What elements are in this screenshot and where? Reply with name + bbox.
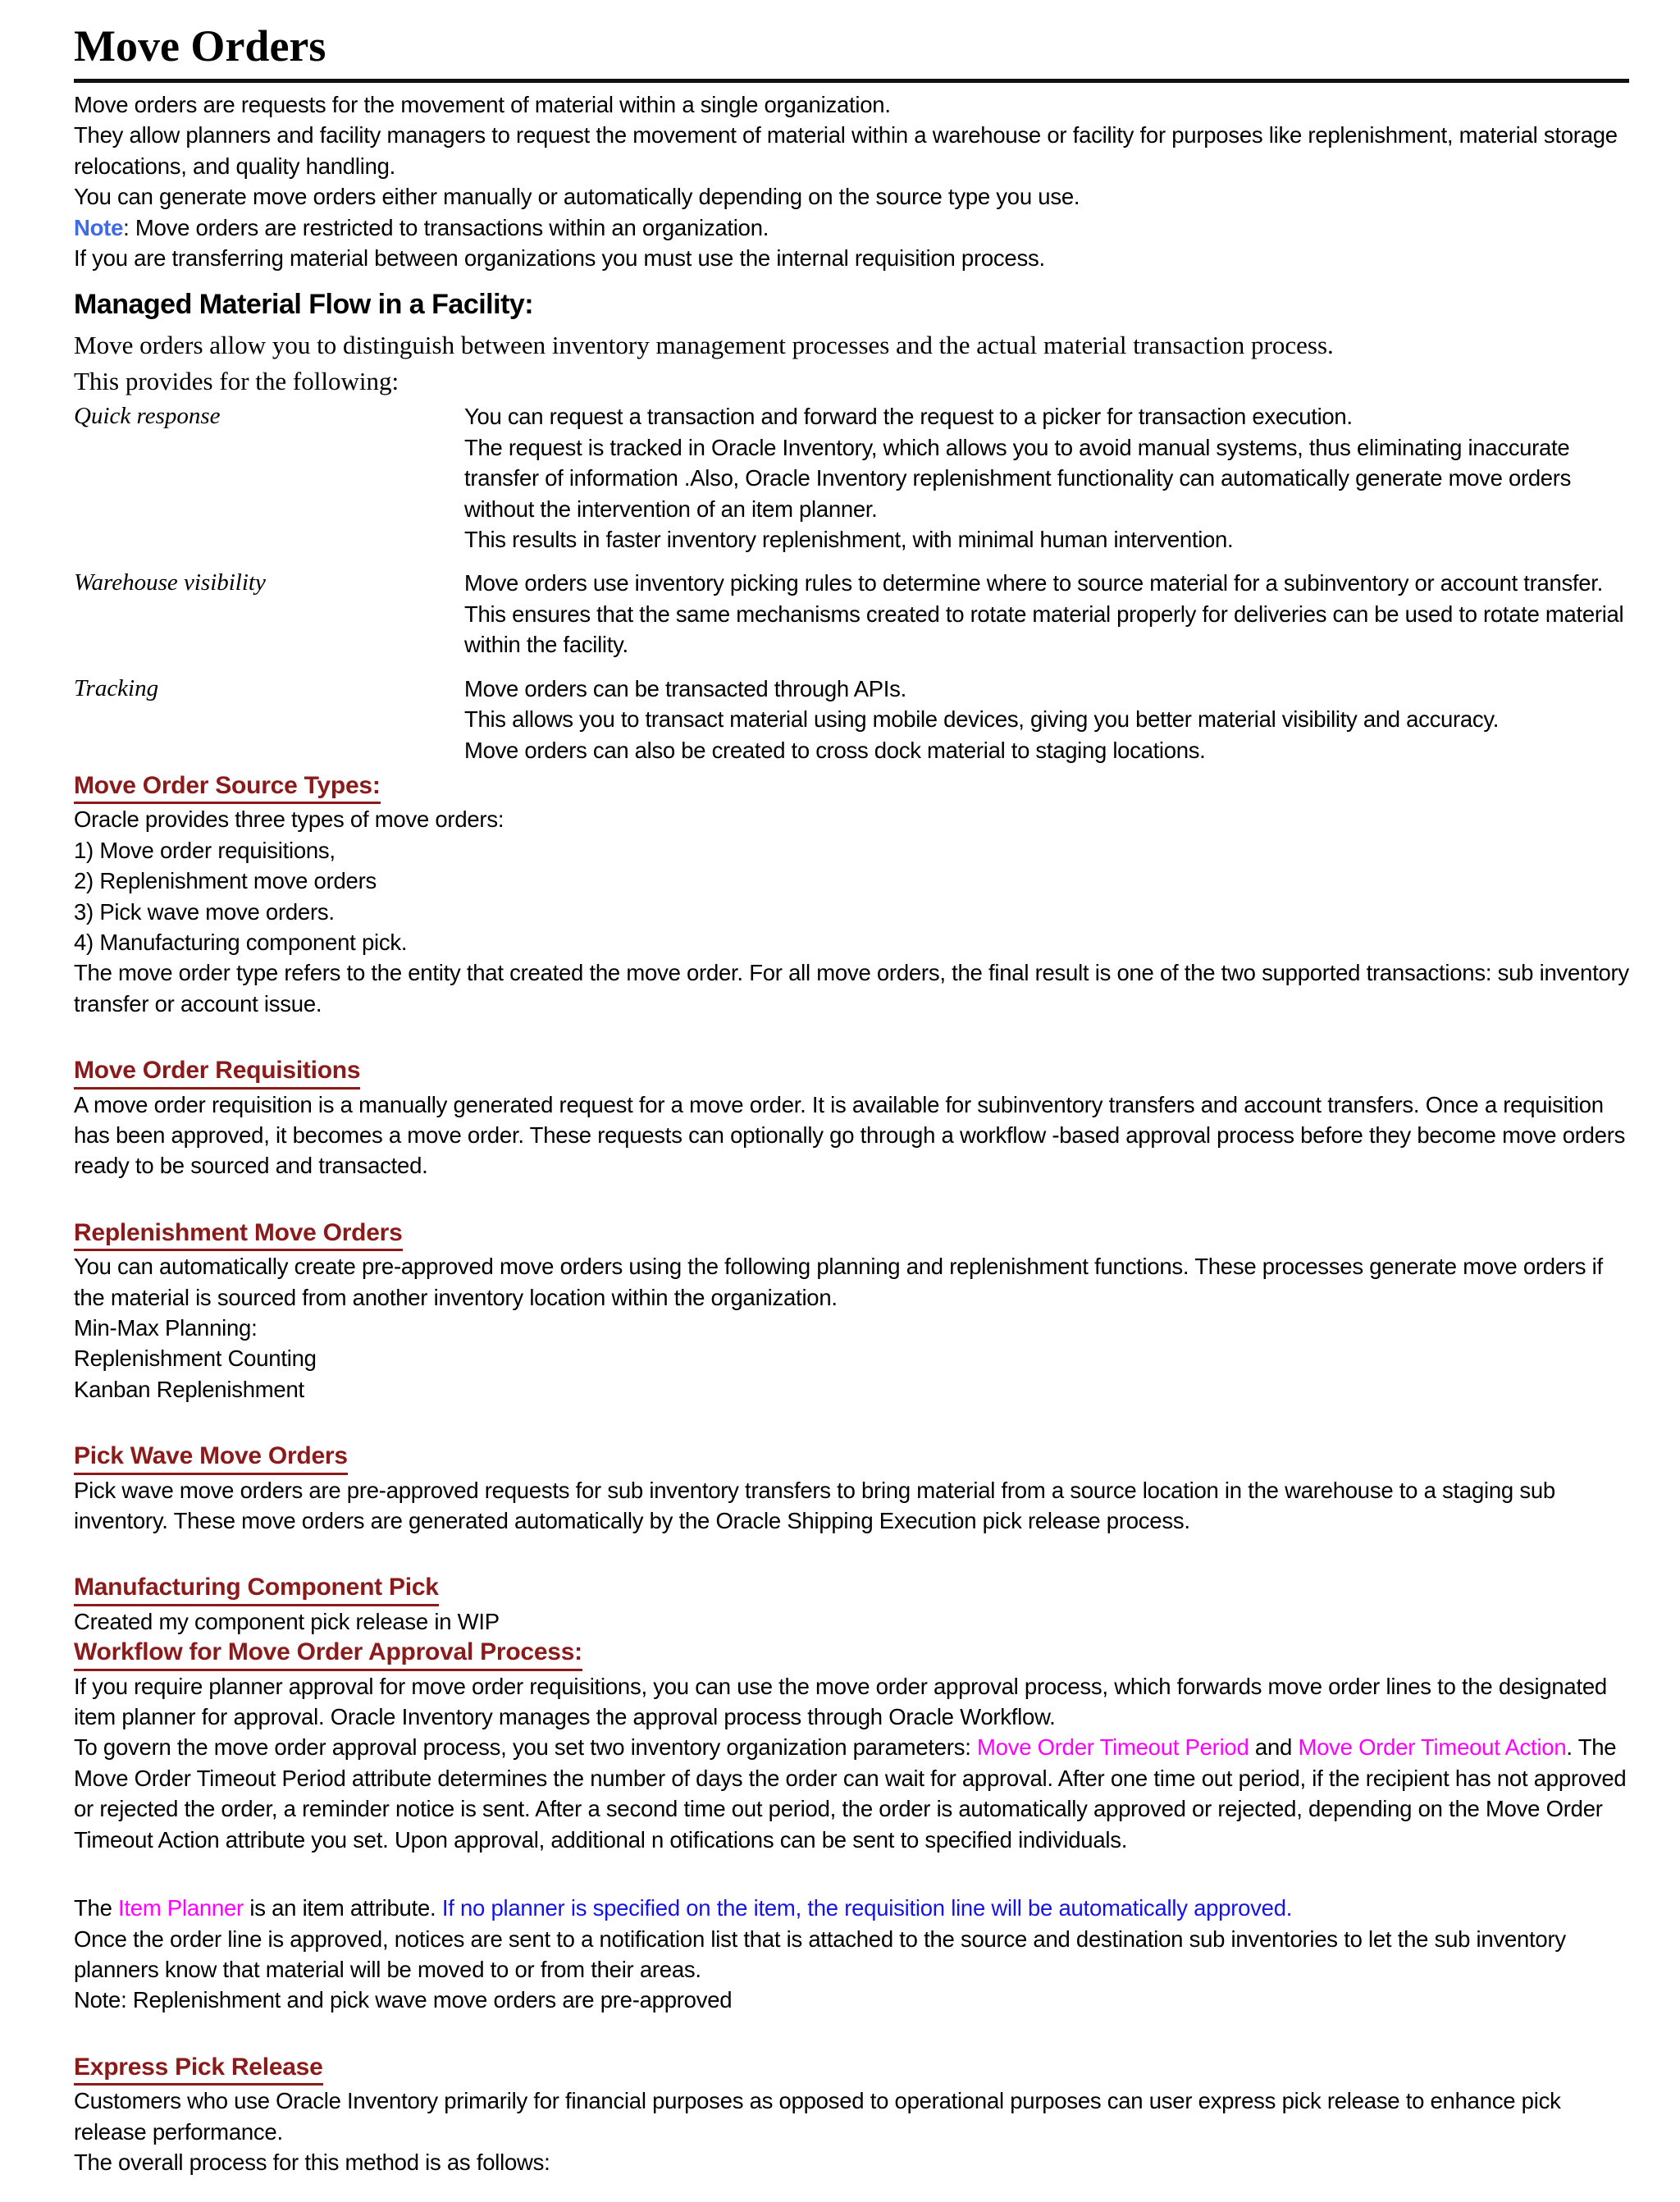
section-replenishment-move-orders (74, 1217, 1629, 1405)
section-paragraph: The move order type refers to the entity that created the move order. For all move orders, the final result is one of the two supported transactions: sub inventory transfer or account issue. (74, 960, 1629, 1016)
section-manufacturing-component-pick (74, 1572, 1629, 1637)
definition-desc-line: Move orders use inventory picking rules to determine where to source material for a subinventory or account transfer. This ensures that the same mechanisms created to rotate material properly for deliveries can be used to rotate material within the facility. (464, 570, 1624, 658)
definition-desc (464, 401, 1629, 568)
workflow-paragraph: If you require planner approval for move order requisitions, you can use the move order approval process, which forwards move order lines to the designated item planner for approval. Oracle Inventory manages the approval process through Oracle Workflow. (74, 1673, 1607, 1730)
section-heading-text: Replenishment Move Orders (74, 1217, 403, 1251)
intro-line: You can generate move orders either manually or automatically depending on the source type you use. (74, 184, 1080, 210)
plain-text: and (1249, 1734, 1299, 1761)
section-heading (74, 770, 1629, 804)
section-pick-wave-move-orders (74, 1441, 1629, 1536)
section-heading-text: Pick Wave Move Orders (74, 1441, 348, 1474)
note-label: Note (74, 214, 124, 240)
plain-text: The (74, 1895, 119, 1921)
item-planner-paragraph (74, 1893, 1629, 1923)
section-express-pick-release (74, 2052, 1629, 2178)
section-paragraph: You can automatically create pre-approved move orders using the following planning and replenishment functions. These processes generate move orders if the material is sourced from another inventory location within the organization. (74, 1254, 1603, 1310)
express-paragraph: The overall process for this method is as follows: (74, 2149, 550, 2175)
section-workflow-approval (74, 1637, 1629, 2015)
section-heading-text: Express Pick Release (74, 2052, 323, 2086)
section-source-types (74, 770, 1629, 1019)
timeout-action-term: Move Order Timeout Action (1298, 1734, 1567, 1761)
auto-approved-note: If no planner is specified on the item, the requisition line will be automatically approved. (441, 1895, 1293, 1921)
managed-flow-heading: Managed Material Flow in a Facility: (74, 289, 534, 321)
definition-term: Warehouse visibility (74, 569, 266, 596)
definition-desc-line: The request is tracked in Oracle Inventory, which allows you to avoid manual systems, thus eliminating inaccurate transfer of information .Also, Oracle Inventory replenishment functionality can automatically generate move orders without the intervention of an item planner. (464, 434, 1572, 522)
section-heading-text: Move Order Requisitions (74, 1055, 360, 1089)
definition-desc (464, 674, 1629, 765)
workflow-heading (74, 1637, 1629, 1670)
section-paragraph: Oracle provides three types of move orders: (74, 806, 504, 833)
section-heading (74, 1055, 1629, 1089)
section-paragraph: A move order requisition is a manually generated request for a move order. It is available for subinventory transfers and account transfers. Once a requisition has been approved, it becomes a move order. These requests can optionally go through a workflow -based approval process before they become move orders ready to be sourced and transacted. (74, 1091, 1626, 1179)
intro-line: If you are transferring material between organizations you must use the internal requisition process. (74, 245, 1045, 272)
definition-list (74, 401, 1629, 765)
section-heading-text: Manufacturing Component Pick (74, 1572, 439, 1606)
intro-line: They allow planners and facility managers to request the movement of material within a warehouse or facility for purposes like replenishment, material storage relocations, and quality handling. (74, 122, 1618, 179)
section-paragraph: 1) Move order requisitions, (74, 837, 336, 863)
section-paragraph: 2) Replenishment move orders (74, 868, 377, 894)
managed-flow-intro-line: Move orders allow you to distinguish between inventory management processes and the actual material transaction process. (74, 331, 1334, 360)
definition-desc-line: Move orders can be transacted through APIs. (464, 675, 906, 701)
definition-desc-line: Move orders can also be created to cross dock material to staging locations. (464, 737, 1206, 763)
intro-line: Move orders are requests for the movement of material within a single organization. (74, 92, 891, 117)
definition-desc-line: This allows you to transact material using mobile devices, giving you better material visibility and accuracy. (464, 706, 1500, 733)
plain-text: is an item attribute. (243, 1895, 442, 1921)
section-paragraph: Replenishment Counting (74, 1345, 317, 1372)
section-paragraph: Created my component pick release in WIP (74, 1608, 500, 1634)
managed-flow-intro-line: This provides for the following: (74, 367, 399, 396)
section-heading (74, 1217, 1629, 1251)
section-heading-text: Workflow for Move Order Approval Process: (74, 1637, 582, 1670)
definition-term: Quick response (74, 403, 221, 430)
section-heading-text: Move Order Source Types: (74, 770, 381, 804)
section-paragraph: 3) Pick wave move orders. (74, 898, 335, 925)
note-text: : Move orders are restricted to transactions within an organization. (123, 214, 769, 240)
plain-text: To govern the move order approval process, you set two inventory organization parameters: (74, 1734, 977, 1761)
section-move-order-requisitions (74, 1055, 1629, 1181)
definition-desc-line: You can request a transaction and forward the request to a picker for transaction execution. (464, 404, 1353, 430)
express-paragraph: Customers who use Oracle Inventory primarily for financial purposes as opposed to operational purposes can user express pick release to enhance pick release performance. (74, 2088, 1561, 2145)
section-paragraph: Kanban Replenishment (74, 1376, 304, 1402)
title-rule (74, 79, 1629, 83)
section-heading (74, 1572, 1629, 1606)
express-heading (74, 2052, 1629, 2086)
definition-term: Tracking (74, 674, 159, 701)
section-heading (74, 1441, 1629, 1474)
timeout-period-term: Move Order Timeout Period (977, 1734, 1249, 1761)
item-planner-term: Item Planner (118, 1895, 244, 1921)
definition-desc (464, 568, 1629, 673)
section-paragraph: 4) Manufacturing component pick. (74, 929, 408, 955)
note-line (74, 212, 1629, 243)
timeout-parameters-paragraph (74, 1732, 1629, 1855)
workflow-paragraph: Once the order line is approved, notices are sent to a notification list that is attached to the source and destination sub inventories to let the sub inventory planners know that material will be moved to or from their areas. (74, 1926, 1566, 1982)
section-paragraph: Pick wave move orders are pre-approved requests for sub inventory transfers to bring material from a source location in the warehouse to a staging sub inventory. These move orders are generated automatically by the Oracle Shipping Execution pick release process. (74, 1477, 1555, 1534)
definition-desc-line: This results in faster inventory replenishment, with minimal human intervention. (464, 527, 1234, 553)
section-paragraph: Min-Max Planning: (74, 1315, 258, 1341)
workflow-note-paragraph: Note: Replenishment and pick wave move orders are pre-approved (74, 1987, 733, 2013)
plain-text: . The Move Order Timeout Period attribute determines the number of days the order can wait for approval. After one time out period, if the recipient has not approved or rejected the order, a reminder notice is sent. After a second time out period, the order is automatically approved or rejected, depending on the Move Order Timeout Action attribute you set. Upon approval, additional n otifications can be sent to specified individuals. (74, 1734, 1627, 1853)
page-title: Move Orders (74, 21, 326, 71)
